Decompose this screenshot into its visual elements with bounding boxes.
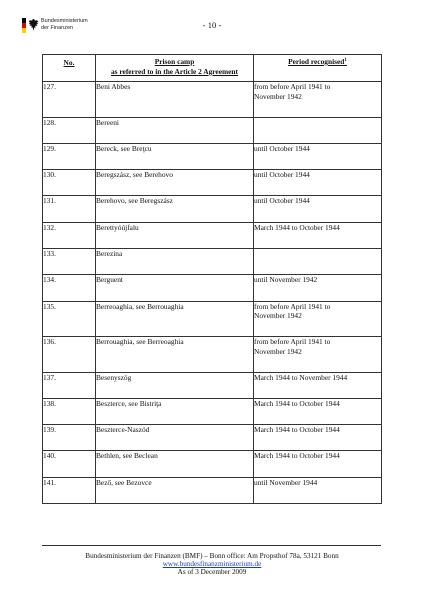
page-footer	[0, 552, 424, 577]
row-number: 135.	[43, 301, 96, 337]
period-recognised	[254, 275, 382, 301]
period-line: March 1944 to October 1944	[254, 222, 340, 232]
footer-website-link[interactable]: www.bundesfinanzministerium.de	[162, 560, 262, 569]
row-number: 136.	[43, 337, 96, 373]
period-line: March 1944 to October 1944	[254, 425, 340, 435]
table-header-row	[43, 55, 382, 82]
row-number: 127.	[43, 82, 96, 118]
row-number: 130.	[43, 170, 96, 196]
table-row	[43, 337, 382, 373]
row-number: 131.	[43, 196, 96, 222]
table-row	[43, 425, 382, 451]
row-number: 129.	[43, 143, 96, 169]
period-line: until November 1944	[254, 477, 318, 487]
camp-name: Besenyszög	[96, 372, 254, 398]
table-row	[43, 477, 382, 503]
table-row	[43, 301, 382, 337]
period-line: March 1944 to October 1944	[254, 398, 340, 408]
camp-name: Berehovo, see Beregszász	[96, 196, 254, 222]
table-body	[43, 82, 382, 504]
period-line: until October 1944	[254, 143, 310, 153]
period-recognised	[254, 170, 382, 196]
period-recognised	[254, 451, 382, 477]
table-row	[43, 372, 382, 398]
table-row	[43, 143, 382, 169]
table-row	[43, 398, 382, 424]
column-header-camp-line2: as referred to in the Article 2 Agreement	[110, 67, 239, 76]
row-number: 141.	[43, 477, 96, 503]
row-number: 128.	[43, 117, 96, 143]
footer-divider	[42, 545, 381, 546]
page-number: - 10 -	[202, 20, 222, 30]
row-number: 134.	[43, 275, 96, 301]
period-line: from before April 1941 to	[254, 82, 331, 91]
period-recognised	[254, 82, 382, 118]
camp-name: Berettyóújfalu	[96, 222, 254, 248]
table-row	[43, 117, 382, 143]
row-number: 138.	[43, 398, 96, 424]
column-header-camp-line1: Prison camp	[154, 57, 195, 66]
camp-name: Beszterce, see Bistriţa	[96, 398, 254, 424]
period-recognised	[254, 117, 382, 143]
table-row	[43, 451, 382, 477]
camp-name: Beszterce-Naszód	[96, 425, 254, 451]
column-header-period	[254, 55, 382, 82]
table-row	[43, 248, 382, 274]
period-recognised	[254, 425, 382, 451]
period-line: until October 1944	[254, 196, 310, 206]
camp-name: Bereck, see Breţcu	[96, 143, 254, 169]
row-number: 137.	[43, 372, 96, 398]
period-recognised	[254, 143, 382, 169]
column-header-prison-camp	[96, 55, 254, 82]
period-line: November 1942	[254, 91, 302, 101]
period-line: November 1942	[254, 346, 302, 356]
footnote-marker: 1	[344, 58, 347, 63]
camp-name: Berguent	[96, 275, 254, 301]
table-row	[43, 82, 382, 118]
table-row	[43, 170, 382, 196]
camp-name: Berezina	[96, 248, 254, 274]
period-recognised	[254, 398, 382, 424]
period-recognised	[254, 196, 382, 222]
camp-name: Bethlen, see Beclean	[96, 451, 254, 477]
footer-address: Bundesministerium der Finanzen (BMF) – Bonn office: Am Propsthof 78a, 53121 Bonn	[85, 552, 339, 560]
prison-camp-table	[42, 54, 382, 504]
row-number: 133.	[43, 248, 96, 274]
camp-name: Berrouaghia, see Berreoaghia	[96, 337, 254, 373]
period-line: until October 1944	[254, 170, 310, 180]
logo-line: Bundesministerium	[41, 18, 88, 24]
table-row	[43, 196, 382, 222]
camp-name: Beregszász, see Berehovo	[96, 170, 254, 196]
period-line: March 1944 to October 1944	[254, 451, 340, 461]
period-line: March 1944 to November 1944	[254, 372, 348, 382]
table-row	[43, 275, 382, 301]
camp-name: Bező, see Bezovce	[96, 477, 254, 503]
period-line: from before April 1941 to	[254, 301, 331, 311]
period-recognised	[254, 222, 382, 248]
table-row	[43, 222, 382, 248]
row-number: 139.	[43, 425, 96, 451]
row-number: 132.	[43, 222, 96, 248]
column-header-period-label	[254, 57, 381, 67]
period-recognised	[254, 301, 382, 337]
column-header-no	[43, 55, 96, 82]
period-line: until November 1942	[254, 275, 318, 285]
period-line: from before April 1941 to	[254, 337, 331, 347]
logo-line: der Finanzen	[41, 24, 74, 31]
period-recognised	[254, 477, 382, 503]
row-number: 140.	[43, 451, 96, 477]
footer-date: As of 3 December 2009	[177, 568, 247, 577]
camp-name: Bereeni	[96, 117, 254, 143]
camp-name: Berreoaghia, see Berrouaghia	[96, 301, 254, 337]
period-recognised	[254, 337, 382, 373]
column-header-no-label: No.	[63, 58, 75, 67]
period-line: November 1942	[254, 311, 302, 321]
period-recognised	[254, 248, 382, 274]
period-recognised	[254, 372, 382, 398]
camp-name: Beni Abbes	[96, 82, 254, 118]
column-header-period-text: Period recognised	[288, 57, 345, 66]
